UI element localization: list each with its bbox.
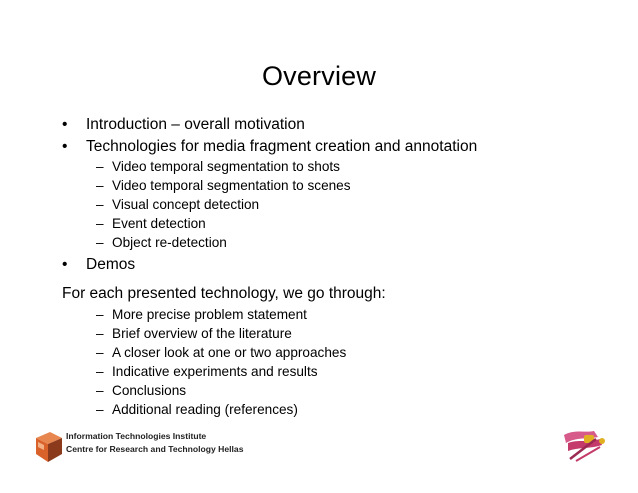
sub-item-text: Video temporal segmentation to shots (112, 159, 340, 174)
sub-item-text: Conclusions (112, 383, 187, 398)
sub-item-text: Indicative experiments and results (112, 364, 318, 379)
sub-item-text: Video temporal segmentation to scenes (112, 178, 351, 193)
dash-marker: – (96, 345, 104, 360)
bullet-text: Introduction – overall motivation (86, 116, 305, 133)
intro-line: For each presented technology, we go through: (62, 285, 386, 302)
footer-line-institute: Information Technologies Institute (66, 431, 207, 441)
dash-marker: – (96, 383, 104, 398)
sub-item-text: A closer look at one or two approaches (112, 345, 347, 360)
dash-marker: – (96, 178, 104, 193)
dash-marker: – (96, 216, 104, 231)
bullet-text: Technologies for media fragment creation and annotation (86, 138, 478, 155)
dash-marker: – (96, 326, 104, 341)
sub-item-text: Additional reading (references) (112, 402, 298, 417)
sub-item-text: More precise problem statement (112, 307, 307, 322)
footer (66, 430, 244, 456)
dash-marker: – (96, 307, 104, 322)
dash-marker: – (96, 364, 104, 379)
bullet-marker: • (62, 116, 68, 133)
bullet-text: Demos (86, 256, 136, 273)
footer-line-centre: Centre for Research and Technology Hellas (66, 444, 244, 454)
project-logo-icon (560, 425, 612, 465)
sub-item-text: Event detection (112, 216, 206, 231)
sub-item-text: Brief overview of the literature (112, 326, 292, 341)
dash-marker: – (96, 159, 104, 174)
dash-marker: – (96, 197, 104, 212)
slide-title: Overview (261, 61, 377, 91)
sub-item-text: Visual concept detection (112, 197, 260, 212)
bullet-marker: • (62, 138, 68, 155)
bullet-marker: • (62, 256, 68, 273)
sub-item-text: Object re-detection (112, 235, 227, 250)
dash-marker: – (96, 402, 104, 417)
dash-marker: – (96, 235, 104, 250)
institute-logo-icon (32, 428, 64, 464)
